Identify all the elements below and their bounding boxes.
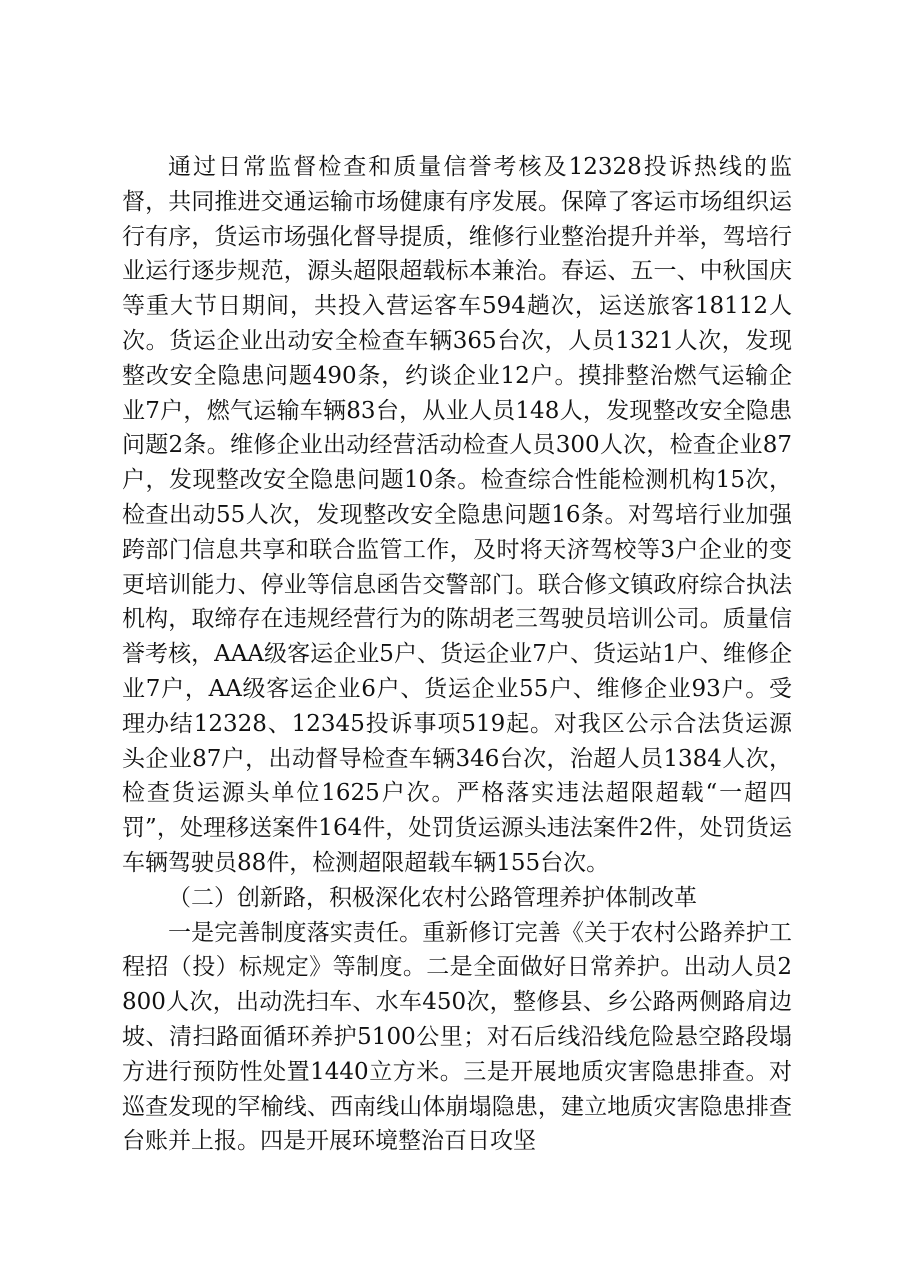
section-heading: （二）创新路，积极深化农村公路管理养护体制改革 xyxy=(168,884,697,911)
document-body xyxy=(122,150,792,1159)
paragraph-market-supervision: 通过日常监督检查和质量信誉考核及12328投诉热线的监督，共同推进交通运输市场健康有序发展。保障了客运市场组织运行有序，货运市场强化督导提质，维修行业整治提升并举，驾培行业运行逐步规范，源头超限超载标本兼治。春运、五一、中秋国庆等重大节日期间，共投入营运客车594趟次，运送旅客18112人次。货运企业出动安全检查车辆365台次，人员1321人次，发现整改安全隐患问题490条，约谈企业12户。摸排整治燃气运输企业7户，燃气运输车辆83台，从业人员148人，发现整改安全隐患问题2条。维修企业出动经营活动检查人员300人次，检查企业87户，发现整改安全隐患问题10条。检查综合性能检测机构15次，检查出动55人次，发现整改安全隐患问题16条。对驾培行业加强跨部门信息共享和联合监管工作，及时将天济驾校等3户企业的变更培训能力、停业等信息函告交警部门。联合修文镇政府综合执法机构，取缔存在违规经营行为的陈胡老三驾驶员培训公司。质量信誉考核，AAA级客运企业5户、货运企业7户、货运站1户、维修企业7户，AA级客运企业6户、货运企业55户、维修企业93户。受理办结12328、12345投诉事项519起。对我区公示合法货运源头企业87户，出动督导检查车辆346台次，治超人员1384人次，检查货运源头单位1625户次。严格落实违法超限超载“一超四罚”，处理移送案件164件，处罚货运源头违法案件2件，处罚货运车辆驾驶员88件，检测超限超载车辆155台次。 xyxy=(122,154,792,876)
paragraph-road-maintenance: 一是完善制度落实责任。重新修订完善《关于农村公路养护工程招（投）标规定》等制度。二是全面做好日常养护。出动人员2800人次，出动洗扫车、水车450次，整修县、乡公路两侧路肩边坡、清扫路面循环养护5100公里；对石后线沿线危险悬空路段塌方进行预防性处置1440立方米。三是开展地质灾害隐患排查。对巡查发现的罕榆线、西南线山体崩塌隐患，建立地质灾害隐患排查台账并上报。四是开展环境整治百日攻坚 xyxy=(122,919,792,1155)
